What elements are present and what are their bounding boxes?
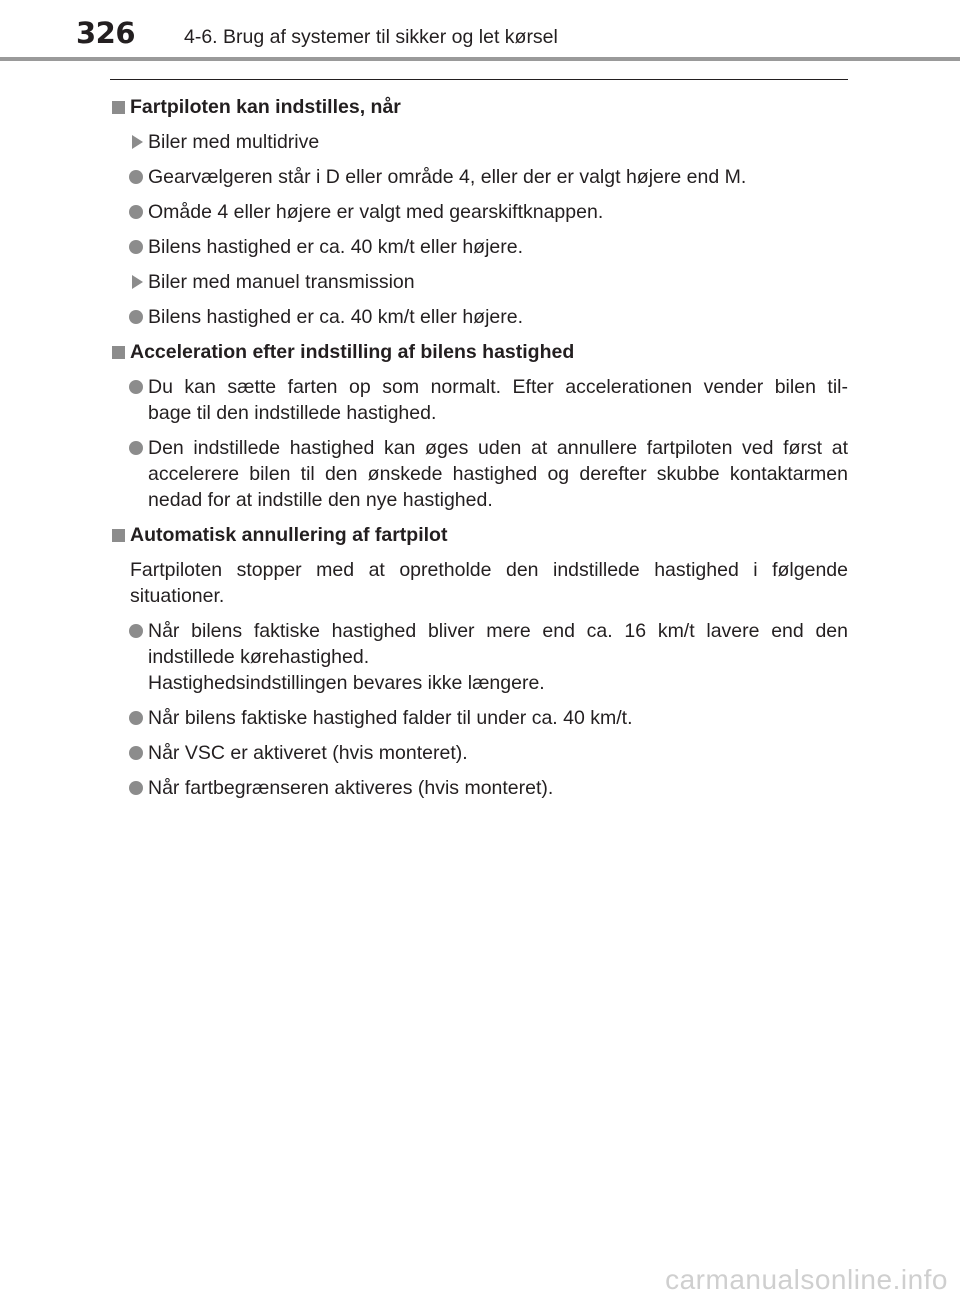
heading-text: Acceleration efter indstilling af bilens hastighed	[130, 341, 575, 363]
paragraph-line: Fartpiloten stopper med at opretholde den indstillede hastighed i følgende	[130, 559, 848, 581]
triangle-bullet-icon	[132, 275, 143, 289]
square-bullet-icon	[112, 346, 125, 359]
page-content	[110, 94, 848, 810]
list-item-text: Gearvælgeren står i D eller område 4, eller der er valgt højere end M.	[148, 166, 747, 188]
list-item	[110, 775, 848, 801]
section-heading	[110, 522, 848, 548]
section-heading	[110, 94, 848, 120]
section-heading	[110, 339, 848, 365]
content-top-rule	[110, 79, 848, 80]
list-item-line: nedad for at indstille den nye hastighed.	[148, 489, 493, 511]
list-item-line: Når bilens faktiske hastighed bliver mere end ca. 16 km/t lavere end den	[148, 620, 848, 642]
heading-text: Automatisk annullering af fartpilot	[130, 524, 448, 546]
section-title: 4-6. Brug af systemer til sikker og let kørsel	[184, 26, 558, 48]
sub-heading-text: Biler med manuel transmission	[148, 271, 415, 293]
list-item-line: bage til den indstillede hastighed.	[148, 402, 437, 424]
triangle-bullet-icon	[132, 135, 143, 149]
page-number: 326	[76, 16, 136, 50]
list-item	[110, 740, 848, 766]
list-item-text: Bilens hastighed er ca. 40 km/t eller højere.	[148, 236, 524, 258]
circle-bullet-icon	[129, 781, 143, 795]
circle-bullet-icon	[129, 441, 143, 455]
list-item-text: Når fartbegrænseren aktiveres (hvis monteret).	[148, 777, 554, 799]
list-item-text: Bilens hastighed er ca. 40 km/t eller højere.	[148, 306, 524, 328]
list-item-line: Den indstillede hastighed kan øges uden at annullere fartpiloten ved først at	[148, 437, 848, 459]
list-item	[110, 705, 848, 731]
list-item-line: indstillede kørehastighed.	[148, 646, 370, 668]
sub-heading	[110, 269, 848, 295]
paragraph-line: situationer.	[130, 585, 225, 607]
list-item-text: Når VSC er aktiveret (hvis monteret).	[148, 742, 468, 764]
square-bullet-icon	[112, 101, 125, 114]
circle-bullet-icon	[129, 380, 143, 394]
list-item-text: Omåde 4 eller højere er valgt med gearskiftknappen.	[148, 201, 604, 223]
list-item-line: Hastighedsindstillingen bevares ikke længere.	[148, 672, 545, 694]
list-item	[110, 618, 848, 696]
square-bullet-icon	[112, 529, 125, 542]
circle-bullet-icon	[129, 170, 143, 184]
heading-text: Fartpiloten kan indstilles, når	[130, 96, 401, 118]
circle-bullet-icon	[129, 746, 143, 760]
list-item	[110, 304, 848, 330]
circle-bullet-icon	[129, 205, 143, 219]
header-divider	[0, 57, 960, 61]
list-item-text: Når bilens faktiske hastighed falder til under ca. 40 km/t.	[148, 707, 633, 729]
intro-paragraph	[110, 557, 848, 609]
watermark: carmanualsonline.info	[665, 1264, 948, 1295]
circle-bullet-icon	[129, 711, 143, 725]
circle-bullet-icon	[129, 624, 143, 638]
list-item	[110, 374, 848, 426]
page-header	[0, 0, 960, 58]
list-item	[110, 435, 848, 513]
list-item-line: accelerere bilen til den ønskede hastighed og derefter skubbe kontaktarmen	[148, 463, 848, 485]
circle-bullet-icon	[129, 240, 143, 254]
list-item	[110, 199, 848, 225]
sub-heading	[110, 129, 848, 155]
list-item	[110, 164, 848, 190]
circle-bullet-icon	[129, 310, 143, 324]
sub-heading-text: Biler med multidrive	[148, 131, 320, 153]
list-item	[110, 234, 848, 260]
list-item-line: Du kan sætte farten op som normalt. Efter accelerationen vender bilen til-	[148, 376, 848, 398]
